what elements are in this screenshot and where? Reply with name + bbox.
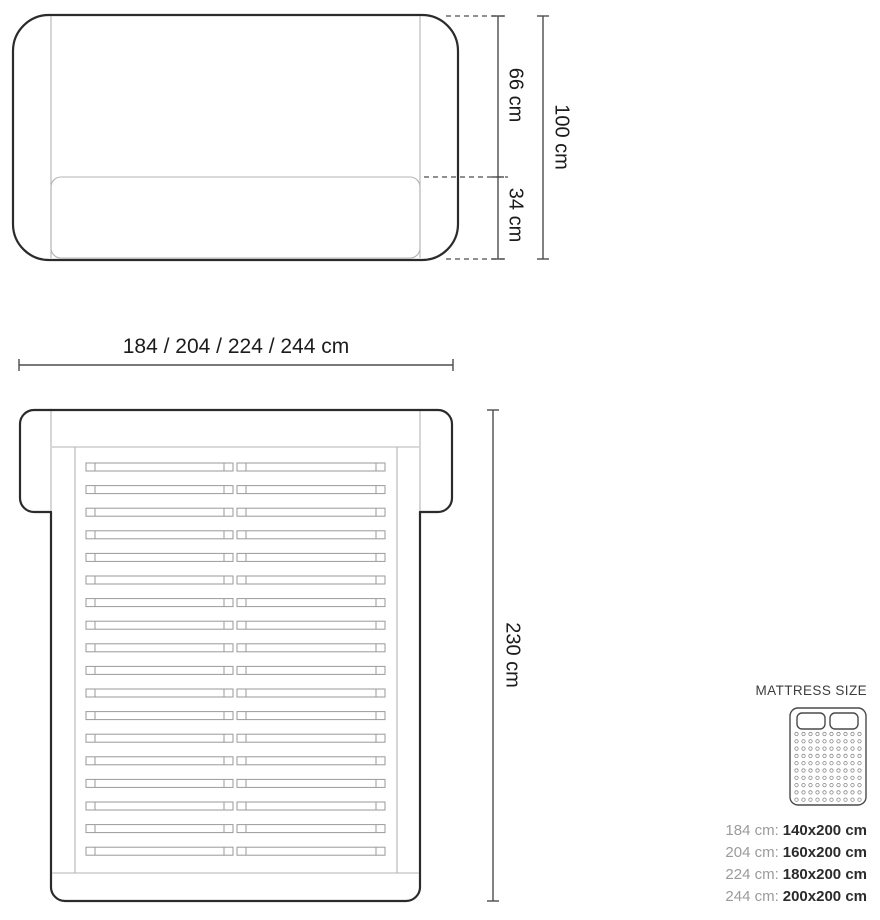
mattress-dot [823,740,826,743]
mattress-size-value: 180x200 cm [782,866,867,883]
slat [237,802,385,810]
mattress-dot [816,798,819,801]
mattress-dot [816,783,819,786]
mattress-dot [830,783,833,786]
mattress-dot [823,732,826,735]
slat [237,599,385,607]
slat [237,553,385,561]
slat [237,463,385,471]
mattress-dot [858,769,861,772]
slat [86,825,233,833]
mattress-size-value: 160x200 cm [782,844,867,861]
mattress-dot [851,740,854,743]
mattress-dot [851,762,854,765]
slat [86,689,233,697]
mattress-dot [851,754,854,757]
mattress-dot [823,762,826,765]
mattress-dot [837,776,840,779]
mattress-dot [809,798,812,801]
mattress-dot [830,798,833,801]
mattress-dot [823,776,826,779]
mattress-dot [858,754,861,757]
mattress-dot [844,791,847,794]
mattress-size-legend [725,683,867,908]
mattress-dot [851,747,854,750]
mattress-dot [809,769,812,772]
mattress-size-table [725,820,867,908]
mattress-dot [802,740,805,743]
mattress-dot [802,732,805,735]
mattress-size-row [725,886,867,908]
mattress-dot [858,732,861,735]
mattress-dot [816,732,819,735]
mattress-dot [802,762,805,765]
slat [237,734,385,742]
mattress-dot [795,783,798,786]
slat [237,757,385,765]
mattress-dot [851,783,854,786]
bed-width-label: 244 cm: [725,888,779,905]
mattress-dot [858,798,861,801]
slat [86,847,233,855]
mattress-dot [802,783,805,786]
mattress-dot [851,732,854,735]
slat [86,666,233,674]
mattress-dot [816,791,819,794]
bed-top-view [20,410,452,901]
slat [237,576,385,584]
mattress-dot [795,754,798,757]
mattress-dot [858,762,861,765]
total-height-label: 100 cm [550,104,573,170]
mattress-dot [823,798,826,801]
mattress-dot [844,754,847,757]
slat [237,847,385,855]
left-wing-outline [20,410,51,512]
mattress-dot [858,783,861,786]
legend-title: MATTRESS SIZE [755,683,867,698]
slat [237,689,385,697]
mattress-dot [851,798,854,801]
pillow-left-icon [797,713,825,729]
mattress-dot [837,754,840,757]
mattress-dot [851,769,854,772]
mattress-dot [830,776,833,779]
mattress-dot [830,762,833,765]
length-label: 230 cm [501,622,524,688]
slat [237,712,385,720]
mattress-size-row [725,864,867,886]
mattress-dot [823,769,826,772]
mattress-dot [802,791,805,794]
slat [86,576,233,584]
mattress-dot [809,732,812,735]
mattress-dot [830,791,833,794]
mattress-dot [844,732,847,735]
mattress-dot [816,762,819,765]
width-label: 184 / 204 / 224 / 244 cm [122,335,350,358]
slat [86,734,233,742]
mattress-dot [830,754,833,757]
slat [86,757,233,765]
slat [86,802,233,810]
slat [86,508,233,516]
mattress-dot [830,769,833,772]
mattress-dot [816,740,819,743]
mattress-dot [795,769,798,772]
mattress-size-value: 200x200 cm [782,888,867,905]
mattress-dot [837,791,840,794]
slat [86,779,233,787]
bed-front-outline [13,15,458,260]
mattress-dot [802,747,805,750]
mattress-dot [816,747,819,750]
mattress-dot [795,732,798,735]
mattress-size-value: 140x200 cm [782,822,867,839]
mattress-dot [844,798,847,801]
mattress-dot [795,747,798,750]
mattress-dot [823,791,826,794]
mattress-dot [837,783,840,786]
mattress-dot [844,762,847,765]
mattress-dot [809,762,812,765]
mattress-dot [795,776,798,779]
mattress-dot [809,776,812,779]
mattress-dot [823,747,826,750]
mattress-dot [809,783,812,786]
frame-body-outline [51,512,420,901]
slat [237,644,385,652]
mattress-dot [830,732,833,735]
mattress-dot [795,762,798,765]
right-wing-outline [420,410,452,512]
mattress-dot [816,754,819,757]
mattress-dot [837,747,840,750]
mattress-dot [830,740,833,743]
width-dimension [19,335,453,371]
mattress-dot [809,791,812,794]
slat [237,531,385,539]
pillow-right-icon [830,713,858,729]
slats [86,463,385,855]
slat [237,486,385,494]
mattress-dot [823,754,826,757]
mattress-dot [858,791,861,794]
mattress-dot [851,791,854,794]
upper-height-label: 66 cm [504,67,527,123]
mattress-dot [809,747,812,750]
slat [86,621,233,629]
mattress-dot [802,754,805,757]
slat [86,599,233,607]
mattress-dot [830,747,833,750]
bed-width-label: 184 cm: [725,822,779,839]
mattress-outline [790,708,866,805]
mattress-dot [816,769,819,772]
mattress-dots [795,732,861,801]
slat [237,666,385,674]
slat [86,531,233,539]
mattress-dot [837,740,840,743]
mattress-dot [837,798,840,801]
mattress-dot [844,783,847,786]
slat [86,553,233,561]
length-dimension [487,410,524,901]
mattress-dot [795,798,798,801]
mattress-dot [844,769,847,772]
mattress-dot [858,740,861,743]
mattress-dot [858,747,861,750]
slat [86,644,233,652]
mattress-dot [837,732,840,735]
mattress-dot [858,776,861,779]
slat [237,621,385,629]
mattress-dot [823,783,826,786]
lower-height-label: 34 cm [504,187,527,243]
mattress-dot [844,776,847,779]
mattress-dot [837,769,840,772]
bed-width-label: 224 cm: [725,866,779,883]
mattress-dot [837,762,840,765]
mattress-size-row [725,820,867,842]
slat [237,825,385,833]
bed-front-view [13,15,458,260]
mattress-dot [802,769,805,772]
slat [86,463,233,471]
mattress-size-row [725,842,867,864]
bed-width-label: 204 cm: [725,844,779,861]
mattress-dot [809,740,812,743]
mattress-icon [789,707,867,806]
mattress-dot [816,776,819,779]
mattress-dot [844,740,847,743]
slat [237,779,385,787]
mattress-dot [795,791,798,794]
mattress-dot [809,754,812,757]
slat [86,486,233,494]
mattress-dot [844,747,847,750]
mattress-dot [802,798,805,801]
mattress-dot [795,740,798,743]
mattress-dot [851,776,854,779]
mattress-dot [802,776,805,779]
slat [237,508,385,516]
slat [86,712,233,720]
